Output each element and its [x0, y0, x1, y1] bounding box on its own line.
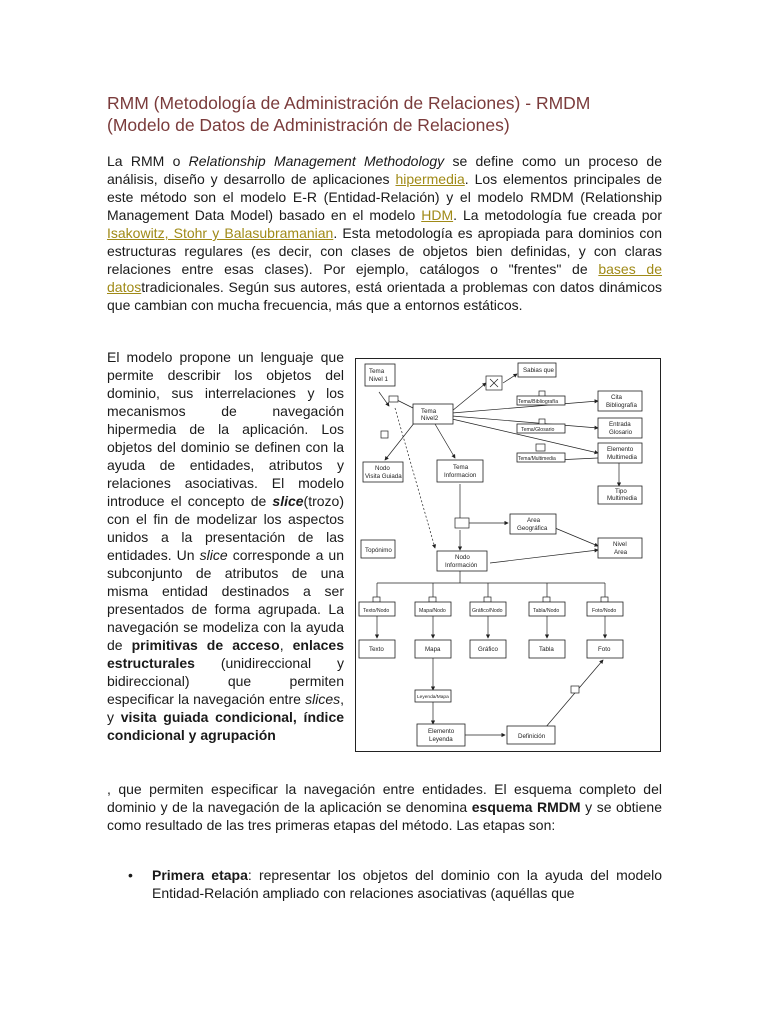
label-nodo-visita-guiada: Nodo [375, 465, 390, 472]
svg-text:Gráfico/Nodo [472, 608, 503, 614]
enlaces-term: enlaces estructurales [107, 637, 344, 671]
label-toponimo: Topónimo [365, 547, 392, 554]
link-icon [381, 431, 388, 438]
model-text: (trozo) con el fin de modelizar los aspectos unidos a la presentación de las entidades. Un [107, 493, 344, 563]
label-slice: Mapa/Nodo [419, 608, 446, 614]
svg-text:Elemento [607, 446, 634, 453]
svg-text:Tema/Bibliografía [518, 399, 558, 405]
label-entrada-glosario: Entrada [609, 421, 631, 428]
svg-text:Foto [598, 646, 611, 653]
link-icon [455, 518, 469, 528]
label-definicion: Definición [518, 733, 546, 740]
label-entrada-glosario: Glosario [609, 429, 633, 436]
svg-text:Elemento [428, 728, 455, 735]
svg-text:Definición [518, 733, 546, 740]
intro-text: . Los elementos principales de este método son el modelo E-R (Entidad-Relación) y el modelo RMDM (Relationship Management Data Model) basado en el modelo [107, 171, 662, 223]
label-cita-bibliografia: Cita [611, 394, 623, 401]
label-slice: Gráfico/Nodo [472, 608, 503, 614]
model-paragraph-continued [107, 780, 662, 834]
svg-text:Foto/Nodo [592, 608, 616, 614]
label-slice: Foto/Nodo [592, 608, 617, 614]
svg-text:Nivel 1 [369, 376, 388, 383]
label-slice: Tabla/Nodo [533, 608, 560, 614]
label-sabias-que: Sabias que [523, 367, 554, 374]
svg-text:Topónimo [365, 547, 392, 554]
intro-text: tradicionales. Según sus autores, está orientada a problemas con datos dinámicos que cambian con mucha frecuencia, más que a entornos estáticos. [107, 279, 662, 313]
svg-text:Tema/Multimedia [518, 456, 556, 462]
link-icon [389, 396, 398, 402]
label-elemento-leyenda: Leyenda [429, 736, 453, 743]
svg-text:Leyenda/Mapa [417, 694, 449, 700]
svg-text:Cita [611, 394, 623, 401]
svg-text:Nivel2 [421, 415, 439, 422]
intro-text: . La metodología fue creada por [453, 207, 662, 223]
svg-text:Tema/Glosario [521, 427, 555, 433]
intro-text: La RMM o [107, 153, 189, 169]
svg-text:Area [527, 517, 541, 524]
hipermedia-link[interactable]: hipermedia [395, 171, 465, 187]
intro-text: . Esta metodología es apropiada para dominios con estructuras regulares (es decir, con clases de objetos bien definidas, y con claras relaciones entre esas clases). Por ejemplo, catálogos o "frentes" de [107, 225, 662, 277]
svg-text:Gráfico [478, 646, 499, 653]
svg-text:Nodo [375, 465, 390, 472]
svg-text:Sabias que [523, 367, 555, 374]
tail-text: , que permiten especificar la navegación entre entidades. El esquema completo del dominio y de la navegación de la aplicación se denomina [107, 781, 662, 815]
primitivas-term: primitivas de acceso [131, 637, 280, 653]
link-icon [429, 597, 436, 602]
title-line-1: RMM (Metodología de Administración de Relaciones) - RMDM [107, 93, 591, 113]
svg-text:Multimedia [607, 495, 637, 502]
label-tema-nivel1: Nivel 1 [369, 376, 388, 383]
svg-text:Area [614, 549, 628, 556]
svg-text:Tabla/Nodo [533, 608, 559, 614]
svg-text:Tema [453, 464, 469, 471]
svg-text:Geográfica [517, 525, 548, 532]
label-tema-multimedia: Tema/Multimedia [518, 456, 556, 462]
label-slice: Texto/Nodo [363, 608, 390, 614]
link-icon [484, 597, 491, 602]
svg-text:Tema [421, 408, 437, 415]
bases-de-datos-link[interactable]: bases de datos [107, 261, 662, 295]
svg-text:Texto [369, 646, 384, 653]
link-icon [571, 686, 579, 693]
svg-text:Tema [369, 368, 385, 375]
svg-text:Mapa [425, 646, 441, 653]
bullet-label: Primera etapa [152, 867, 248, 883]
svg-text:Nodo [455, 554, 470, 561]
rmdm-diagram [355, 358, 661, 752]
label-nivel-area: Area [614, 549, 628, 556]
svg-text:Texto/Nodo [363, 608, 389, 614]
bullet-text: : representar los objetos del dominio con la ayuda del modelo Entidad-Relación ampliado con relaciones asociativas (aquéllas que [152, 867, 663, 901]
label-nodo-informacion: Nodo [455, 554, 470, 561]
page-title [107, 92, 667, 136]
label-tema-glosario: Tema/Glosario [521, 427, 555, 433]
svg-text:Tabla [539, 646, 554, 653]
svg-text:Multimedia [607, 454, 637, 461]
svg-text:Información [445, 562, 478, 569]
label-tema-nivel2: Tema [421, 408, 437, 415]
label-elemento-leyenda: Elemento [428, 728, 455, 735]
label-elemento-multimedia: Multimedia [607, 454, 637, 461]
link-icon [373, 597, 380, 602]
label-nivel-area: Nivel [613, 541, 627, 548]
link-icon [601, 597, 608, 602]
title-line-2: (Modelo de Datos de Administración de Relaciones) [107, 115, 510, 135]
slices-term: slices [305, 691, 341, 707]
model-paragraph [107, 348, 344, 744]
slice-term: slice [272, 493, 304, 509]
label-nodo-informacion: Información [445, 562, 478, 569]
model-text: El modelo propone un lenguaje que permite describir los objetos del dominio, sus interrelaciones y los mecanismos de navegación hipermedia de la aplicación. Los objetos del dominio se definen con la ayuda de entidades, atributos y relaciones asociativas. El modelo introduce el concepto de [107, 349, 344, 509]
svg-text:Mapa/Nodo [419, 608, 446, 614]
label-tema-informacion: Informacion [444, 472, 477, 479]
visita-term: visita guiada condicional, índice condicional y agrupación [107, 709, 345, 743]
label-tema-nivel2: Nivel2 [421, 415, 439, 422]
esquema-term: esquema RMDM [471, 799, 581, 815]
svg-text:Informacion [444, 472, 477, 479]
label-area-geografica: Area [527, 517, 541, 524]
intro-text: se define como un proceso de análisis, diseño y desarrollo de aplicaciones [107, 153, 662, 187]
label-tipo-multimedia: Multimedia [607, 495, 637, 502]
label-area-geografica: Geográfica [517, 525, 548, 532]
model-text: corresponde a un subconjunto de atributos de una misma entidad destinados a ser presentados de forma agrupada. La navegación se modeliza con la ayuda de [107, 547, 344, 653]
label-elemento-multimedia: Elemento [607, 446, 634, 453]
label-nodo-visita-guiada: Visita Guiada [365, 473, 402, 480]
model-text: , y [107, 691, 344, 725]
tail-text: y se obtiene como resultado de las tres primeras etapas del método. Las etapas son: [107, 799, 662, 833]
slice-term: slice [199, 547, 228, 563]
intro-paragraph [107, 152, 662, 314]
bullet-item [152, 866, 662, 902]
label-cita-bibliografia: Bibliografía [606, 402, 637, 409]
svg-text:Bibliografía [606, 402, 638, 409]
label-tipo-multimedia: Tipo [615, 488, 627, 495]
hdm-link[interactable]: HDM [421, 207, 454, 223]
svg-text:Nivel [613, 541, 627, 548]
label-tema-bibliografia: Tema/Bibliografía [518, 399, 559, 405]
model-text: (unidireccional y bidireccional) que permiten especificar la navegación entre [107, 655, 344, 707]
bullet-dot: • [128, 867, 133, 883]
svg-text:Tipo [615, 488, 627, 495]
svg-text:Glosario [609, 429, 633, 436]
label-leaf: Gráfico [478, 646, 498, 653]
svg-text:Leyenda [429, 736, 453, 743]
label-leaf: Tabla [539, 646, 554, 653]
model-text: , [279, 637, 293, 653]
authors-link[interactable]: Isakowitz, Stohr y Balasubramanian [107, 225, 334, 241]
label-leaf: Foto [598, 646, 611, 653]
label-tema-nivel1: Tema [369, 368, 385, 375]
label-leaf: Texto [369, 646, 384, 653]
svg-text:Entrada [609, 421, 631, 428]
svg-text:Visita Guiada [365, 473, 402, 480]
label-leyenda-mapa: Leyenda/Mapa [417, 695, 449, 700]
link-icon [536, 444, 545, 451]
intro-italic-term: Relationship Management Methodology [188, 153, 445, 169]
label-tema-informacion: Tema [453, 464, 469, 471]
link-icon [543, 597, 550, 602]
label-leaf: Mapa [425, 646, 441, 653]
